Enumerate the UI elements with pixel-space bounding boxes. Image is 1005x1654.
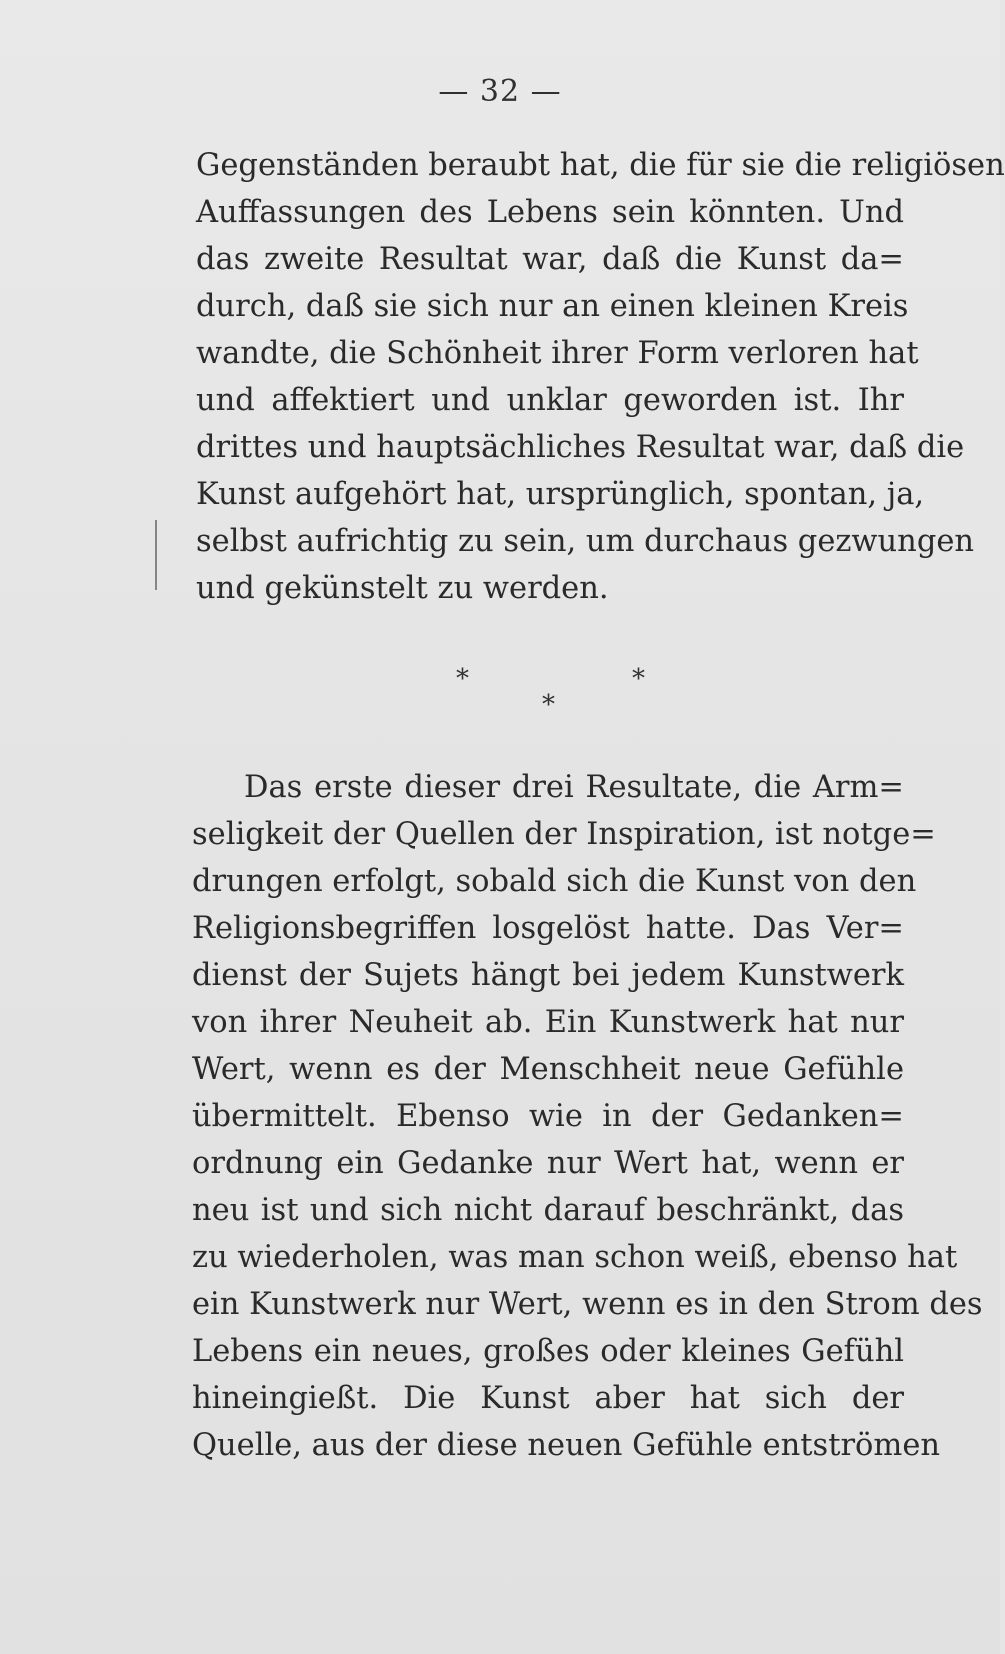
text-line: übermittelt. Ebenso wie in der Gedanken= — [192, 1099, 904, 1134]
text-line: Quelle, aus der diese neuen Gefühle entströmen — [192, 1428, 941, 1463]
text-line: zu wiederholen, was man schon weiß, ebenso hat — [192, 1240, 958, 1275]
text-line: Gegenständen beraubt hat, die für sie die religiösen — [196, 148, 1005, 183]
text-line: Wert, wenn es der Menschheit neue Gefühle — [192, 1052, 904, 1087]
text-line: ein Kunstwerk nur Wert, wenn es in den Strom des — [192, 1287, 983, 1322]
text-line: ordnung ein Gedanke nur Wert hat, wenn er — [192, 1146, 904, 1181]
text-line: und affektiert und unklar geworden ist. Ihr — [196, 383, 904, 418]
text-line: Auffassungen des Lebens sein könnten. Und — [196, 195, 904, 230]
text-line: von ihrer Neuheit ab. Ein Kunstwerk hat nur — [192, 1005, 904, 1040]
text-line: wandte, die Schönheit ihrer Form verloren hat — [196, 336, 919, 371]
page-number: — 32 — — [438, 74, 562, 109]
paragraph-2 — [192, 764, 983, 1469]
text-line: drittes und hauptsächliches Resultat war, daß die — [196, 430, 965, 465]
section-separator-star: * — [632, 664, 645, 694]
text-line: Lebens ein neues, großes oder kleines Gefühl — [192, 1334, 904, 1369]
text-line: hineingießt. Die Kunst aber hat sich der — [192, 1381, 904, 1416]
section-separator-star: * — [456, 664, 469, 694]
text-line: drungen erfolgt, sobald sich die Kunst von den — [192, 864, 917, 899]
text-line: durch, daß sie sich nur an einen kleinen Kreis — [196, 289, 909, 324]
text-line: Religionsbegriffen losgelöst hatte. Das Ver= — [192, 911, 904, 946]
section-separator-star: * — [542, 690, 555, 720]
text-line: Kunst aufgehört hat, ursprünglich, spontan, ja, — [196, 477, 925, 512]
text-line: und gekünstelt zu werden. — [196, 571, 609, 606]
text-line: dienst der Sujets hängt bei jedem Kunstwerk — [192, 958, 904, 993]
text-line: seligkeit der Quellen der Inspiration, ist notge= — [192, 817, 936, 852]
text-line: Das erste dieser drei Resultate, die Arm= — [244, 770, 904, 805]
text-line: neu ist und sich nicht darauf beschränkt, das — [192, 1193, 904, 1228]
margin-pencil-mark — [155, 520, 157, 590]
paragraph-1 — [196, 142, 1005, 612]
text-line: das zweite Resultat war, daß die Kunst da= — [196, 242, 904, 277]
text-line: selbst aufrichtig zu sein, um durchaus gezwungen — [196, 524, 975, 559]
